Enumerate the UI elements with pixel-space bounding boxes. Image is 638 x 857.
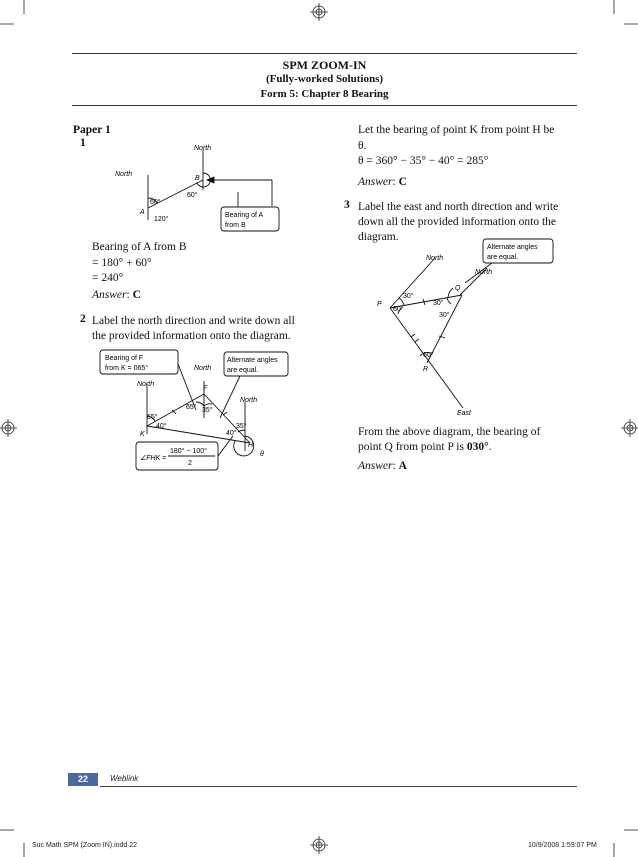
- q3-conclusion-text: point Q from point P is: [358, 441, 464, 453]
- header-top-rule: [72, 53, 577, 54]
- page-number: 22: [77, 774, 88, 784]
- q1-cont-line1: Let the bearing of point K from point H be: [358, 124, 555, 136]
- q3-angle-30-p: 30°: [403, 293, 414, 300]
- q1-cont-answer: Answer: C: [358, 176, 407, 188]
- q3-text-line1: Label the east and north direction and write: [358, 201, 559, 213]
- q3-conclusion-bearing: 030°: [466, 441, 489, 453]
- q2-point-h: H: [248, 442, 254, 449]
- q2-angle-40-k: 40°: [156, 423, 167, 430]
- q3-conclusion-period: .: [488, 441, 492, 453]
- q3-text-line3: diagram.: [358, 231, 399, 243]
- q3-text-line2: down all the provided information onto the: [358, 216, 557, 228]
- q3-answer-value: A: [398, 460, 407, 472]
- q2-formula-lhs: ∠FHK =: [140, 455, 167, 462]
- q2-angle-35-f: 35°: [202, 407, 213, 414]
- q3-point-p: P: [377, 301, 382, 308]
- q2-callout1-line2: from K = 065°: [105, 365, 149, 372]
- q3-answer-label: Answer: [358, 460, 393, 472]
- q2-north-k: North: [137, 381, 155, 388]
- q3-callout-line1: Alternate angles: [487, 244, 538, 251]
- q2-formula-denominator: 2: [188, 460, 192, 467]
- q3-angle-30-q1: 30°: [433, 300, 444, 307]
- q2-callout2-line2: are equal.: [227, 367, 259, 374]
- q1-answer-label: Answer: [92, 289, 127, 301]
- q2-diagram: [90, 346, 290, 471]
- q2-callout1-line1: Bearing of F: [105, 355, 144, 362]
- q3-north-q: North: [475, 269, 493, 276]
- q1-answer: Answer: C: [92, 289, 141, 301]
- q3-answer: Answer: A: [358, 460, 407, 472]
- q1-angle-60-a: 60°: [150, 199, 161, 206]
- weblink-label: Weblink: [110, 774, 139, 783]
- q2-formula-numerator: 180° − 100°: [170, 448, 207, 455]
- q3-point-q: Q: [455, 285, 461, 292]
- q1-cont-line3: θ = 360° − 35° − 40° = 285°: [358, 155, 489, 167]
- q3-diagram: [365, 238, 565, 418]
- q2-angle-65-f: 65°: [186, 404, 197, 411]
- registration-mark-right: [621, 419, 638, 437]
- file-name: Suc Math SPM (Zoom IN).indd 22: [32, 842, 138, 849]
- paper-heading: Paper 1: [73, 124, 111, 136]
- header-bottom-rule: [72, 105, 577, 106]
- q1-number: 1: [80, 137, 86, 149]
- q3-number: 3: [344, 199, 350, 211]
- q2-text-line2: the provided information onto the diagram.: [92, 330, 291, 342]
- file-timestamp: 10/9/2008 1:59:07 PM: [528, 842, 597, 849]
- q1-cont-answer-value: C: [398, 176, 407, 188]
- q1-north-top: North: [194, 145, 212, 152]
- q1-north-left: North: [115, 171, 133, 178]
- q2-angle-35-h: 35°: [236, 423, 247, 430]
- q1-working-line3: = 240°: [92, 272, 124, 284]
- q1-answer-value: C: [132, 289, 141, 301]
- q1-callout-line1: Bearing of A: [225, 212, 264, 219]
- q2-text-line1: Label the north direction and write down all: [92, 315, 295, 327]
- q2-number: 2: [80, 313, 86, 325]
- registration-mark-left: [0, 419, 17, 437]
- q3-angle-30-q2: 30°: [439, 312, 450, 319]
- q3-east: East: [457, 410, 472, 417]
- q2-angle-65-k: 65°: [147, 414, 158, 421]
- q1-point-b: B: [195, 175, 200, 182]
- registration-mark-bottom: [310, 836, 328, 854]
- q3-conclusion-line1: From the above diagram, the bearing of: [358, 426, 541, 438]
- q3-angle-60-p: 60°: [393, 306, 404, 313]
- q2-north-h: North: [240, 397, 258, 404]
- q2-point-f: F: [203, 385, 208, 392]
- q2-callout2-line1: Alternate angles: [227, 357, 278, 364]
- q1-callout-line2: from B: [225, 222, 246, 229]
- registration-mark-top: [310, 3, 328, 21]
- q1-angle-60-b: 60°: [187, 192, 198, 199]
- q3-angle-60-r: 60°: [423, 352, 434, 359]
- q3-north-p: North: [426, 255, 444, 262]
- q3-conclusion-line2: [358, 439, 492, 455]
- page-subtitle: (Fully-worked Solutions): [265, 73, 384, 85]
- q1-point-a: A: [140, 209, 145, 216]
- q1-diagram: [110, 140, 290, 235]
- q2-point-k: K: [140, 431, 145, 438]
- q1-cont-answer-label: Answer: [358, 176, 393, 188]
- q2-angle-40-h: 40°: [226, 430, 237, 437]
- q1-angle-120: 120°: [154, 216, 169, 223]
- q1-working-line1: Bearing of A from B: [92, 241, 187, 253]
- q3-point-r: R: [423, 366, 429, 373]
- q1-cont-line2: θ.: [358, 140, 367, 152]
- q1-working-line2: = 180° + 60°: [92, 257, 152, 269]
- chapter-title: Form 5: Chapter 8 Bearing: [260, 88, 389, 100]
- page-title: SPM ZOOM-IN: [282, 58, 367, 72]
- footer-rule: [100, 786, 577, 787]
- q2-theta: θ: [260, 451, 264, 458]
- q2-north-f: North: [194, 365, 212, 372]
- q3-callout-line2: are equal.: [487, 254, 519, 261]
